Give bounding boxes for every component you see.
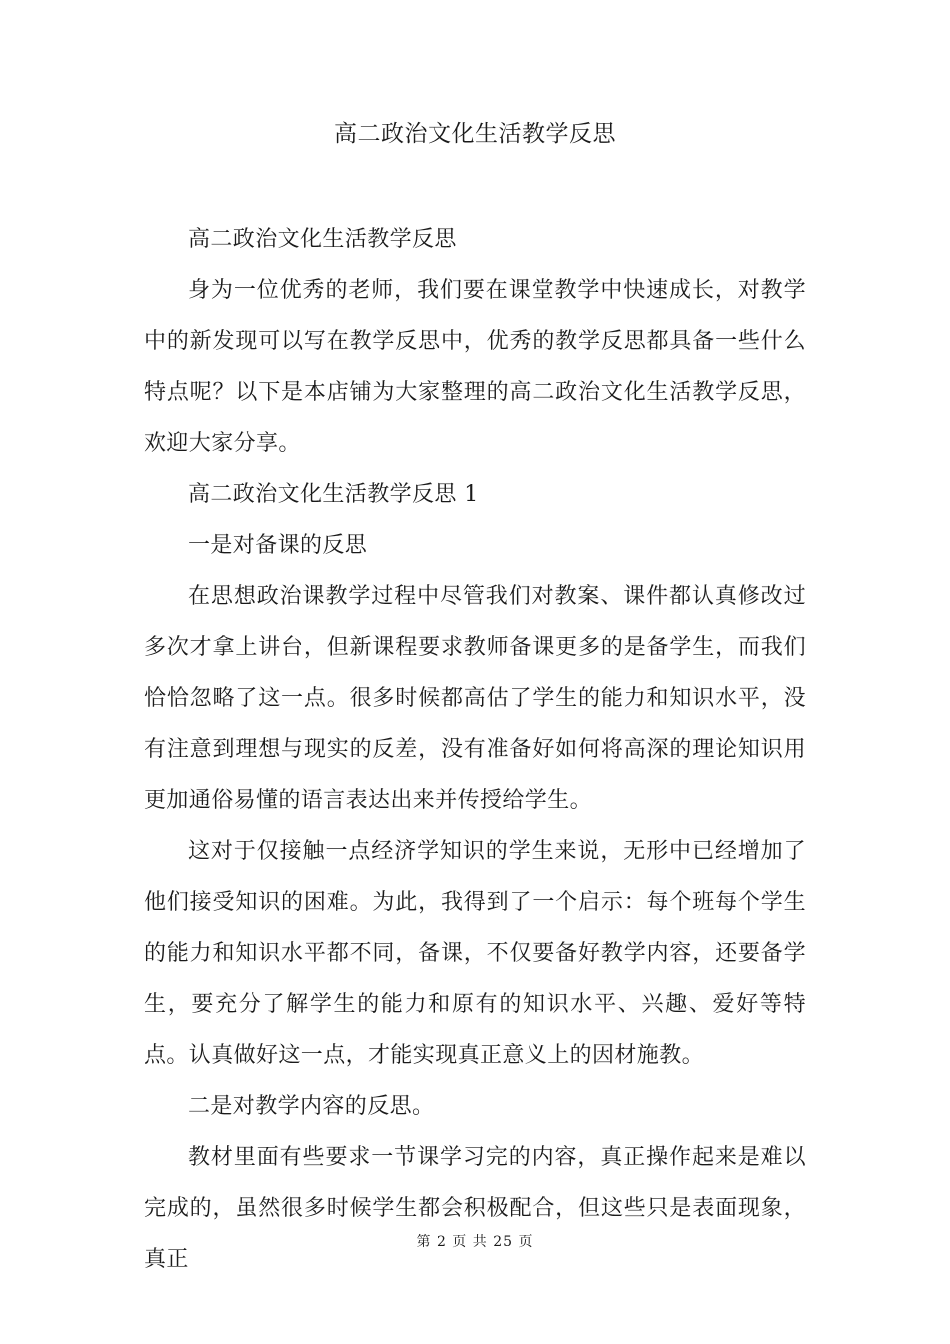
paragraph-students: 这对于仅接触一点经济学知识的学生来说，无形中已经增加了他们接受知识的困难。为此，我得到了一个启示：每个班每个学生的能力和知识水平都不同，备课，不仅要备好教学内容，还要备学生，要充分了解学生的能力和原有的知识水平、兴趣、爱好等特点。认真做好这一点，才能实现真正意义上的因材施教。 — [144, 839, 806, 1068]
document-title: 高二政治文化生活教学反思 — [334, 121, 616, 147]
subheading-teaching-content: 二是对教学内容的反思。 — [188, 1094, 435, 1119]
paragraph-intro: 身为一位优秀的老师，我们要在课堂教学中快速成长，对教学中的新发现可以写在教学反思中，优秀的教学反思都具备一些什么特点呢？以下是本店铺为大家整理的高二政治文化生活教学反思，欢迎大家分享。 — [144, 278, 806, 456]
page-number-footer: 第 2 页 共 25 页 — [416, 1234, 534, 1250]
paragraph-teaching-content: 教材里面有些要求一节课学习完的内容，真正操作起来是难以完成的，虽然很多时候学生都会积极配合，但这些只是表面现象，真正 — [144, 1145, 806, 1272]
document-body — [144, 214, 806, 1285]
section-heading-1: 高二政治文化生活教学反思 1 — [188, 482, 479, 507]
paragraph-heading: 高二政治文化生活教学反思 — [188, 227, 457, 252]
paragraph-lesson-prep: 在思想政治课教学过程中尽管我们对教案、课件都认真修改过多次才拿上讲台，但新课程要求教师备课更多的是备学生，而我们恰恰忽略了这一点。很多时候都高估了学生的能力和知识水平，没有注意到理想与现实的反差，没有准备好如何将高深的理论知识用更加通俗易懂的语言表达出来并传授给学生。 — [144, 584, 806, 813]
subheading-lesson-prep: 一是对备课的反思 — [188, 533, 368, 558]
